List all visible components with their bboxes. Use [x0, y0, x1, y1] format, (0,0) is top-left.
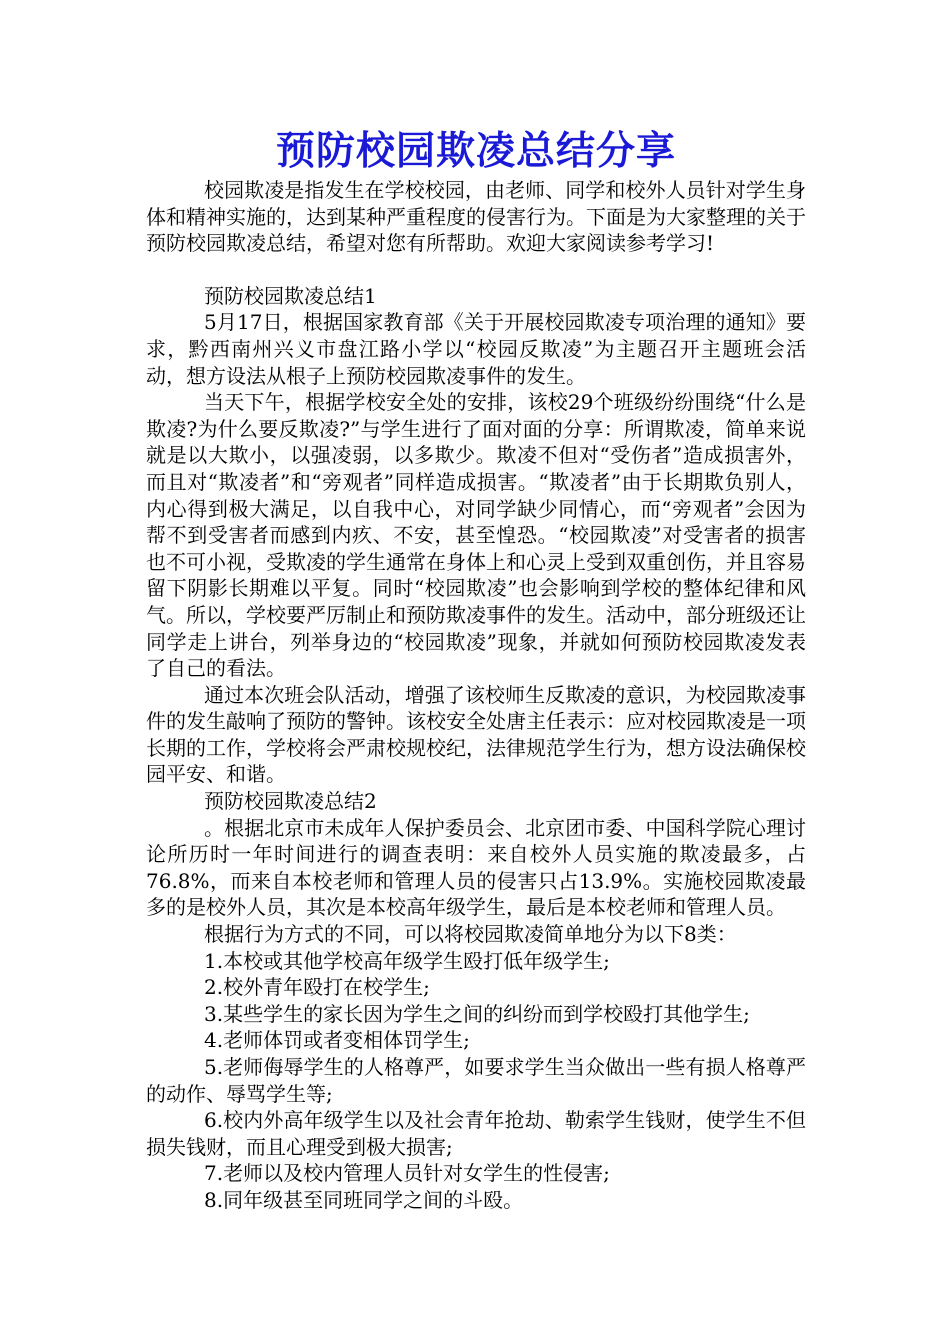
paragraph: 当天下午，根据学校安全处的安排，该校29个班级纷纷围绕“什么是欺凌?为什么要反欺凌?”与学生进行了面对面的分享：所谓欺凌，简单来说就是以大欺小，以强凌弱，以多欺少。欺凌不但对“受伤者”造成损害外，而且对“欺凌者”和“旁观者”同样造成损害。“欺凌者”由于长期欺负别人，内心得到极大满足，以自我中心，对同学缺少同情心，而“旁观者”会因为帮不到受害者而感到内疚、不安，甚至惶恐。“校园欺凌”对受害者的损害也不可小视，受欺凌的学生通常在身体上和心灵上受到双重创伤，并且容易留下阴影长期难以平复。同时“校园欺凌”也会影响到学校的整体纪律和风气。所以，学校要严厉制止和预防欺凌事件的发生。活动中，部分班级还让同学走上讲台，列举身边的“校园欺凌”现象，并就如何预防校园欺凌发表了自己的看法。 — [146, 390, 806, 681]
list-item: 3.某些学生的家长因为学生之间的纠纷而到学校殴打其他学生; — [204, 1001, 750, 1026]
list-item: 8.同年级甚至同班同学之间的斗殴。 — [204, 1187, 524, 1212]
list-item: 2.校外青年殴打在校学生; — [204, 975, 430, 1000]
paragraph: 根据行为方式的不同，可以将校园欺凌简单地分为以下8类： — [204, 922, 737, 947]
intro-paragraph: 校园欺凌是指发生在学校校园，由老师、同学和校外人员针对学生身体和精神实施的，达到某种严重程度的侵害行为。下面是为大家整理的关于预防校园欺凌总结，希望对您有所帮助。欢迎大家阅读参考学习! — [146, 178, 806, 256]
section-heading-1: 预防校园欺凌总结1 — [204, 283, 377, 308]
document-title: 预防校园欺凌总结分享 — [275, 129, 676, 174]
list-item: 7.老师以及校内管理人员针对女学生的性侵害; — [204, 1161, 610, 1186]
list-item: 6.校内外高年级学生以及社会青年抢劫、勒索学生钱财，使学生不但损失钱财，而且心理受到极大损害; — [146, 1108, 806, 1159]
paragraph: 通过本次班会队活动，增强了该校师生反欺凌的意识，为校园欺凌事件的发生敲响了预防的警钟。该校安全处唐主任表示：应对校园欺凌是一项长期的工作，学校将会严肃校规校纪，法律规范学生行为，想方设法确保校园平安、和谐。 — [146, 682, 806, 787]
document-body — [146, 127, 806, 1214]
paragraph: 5月17日，根据国家教育部《关于开展校园欺凌专项治理的通知》要求，黔西南州兴义市盘江路小学以“校园反欺凌”为主题召开主题班会活动，想方设法从根子上预防校园欺凌事件的发生。 — [146, 310, 806, 388]
list-item: 4.老师体罚或者变相体罚学生; — [204, 1028, 470, 1053]
blank-line — [146, 257, 806, 283]
paragraph: 。根据北京市未成年人保护委员会、北京团市委、中国科学院心理讨论所历时一年时间进行的调查表明：来自校外人员实施的欺凌最多，占76.8%，而来自本校老师和管理人员的侵害只占13.9%。实施校园欺凌最多的是校外人员，其次是本校高年级学生，最后是本校老师和管理人员。 — [146, 815, 806, 920]
list-item: 5.老师侮辱学生的人格尊严，如要求学生当众做出一些有损人格尊严的动作、辱骂学生等; — [146, 1055, 806, 1106]
list-item: 1.本校或其他学校高年级学生殴打低年级学生; — [204, 948, 610, 973]
section-heading-2: 预防校园欺凌总结2 — [204, 789, 377, 814]
